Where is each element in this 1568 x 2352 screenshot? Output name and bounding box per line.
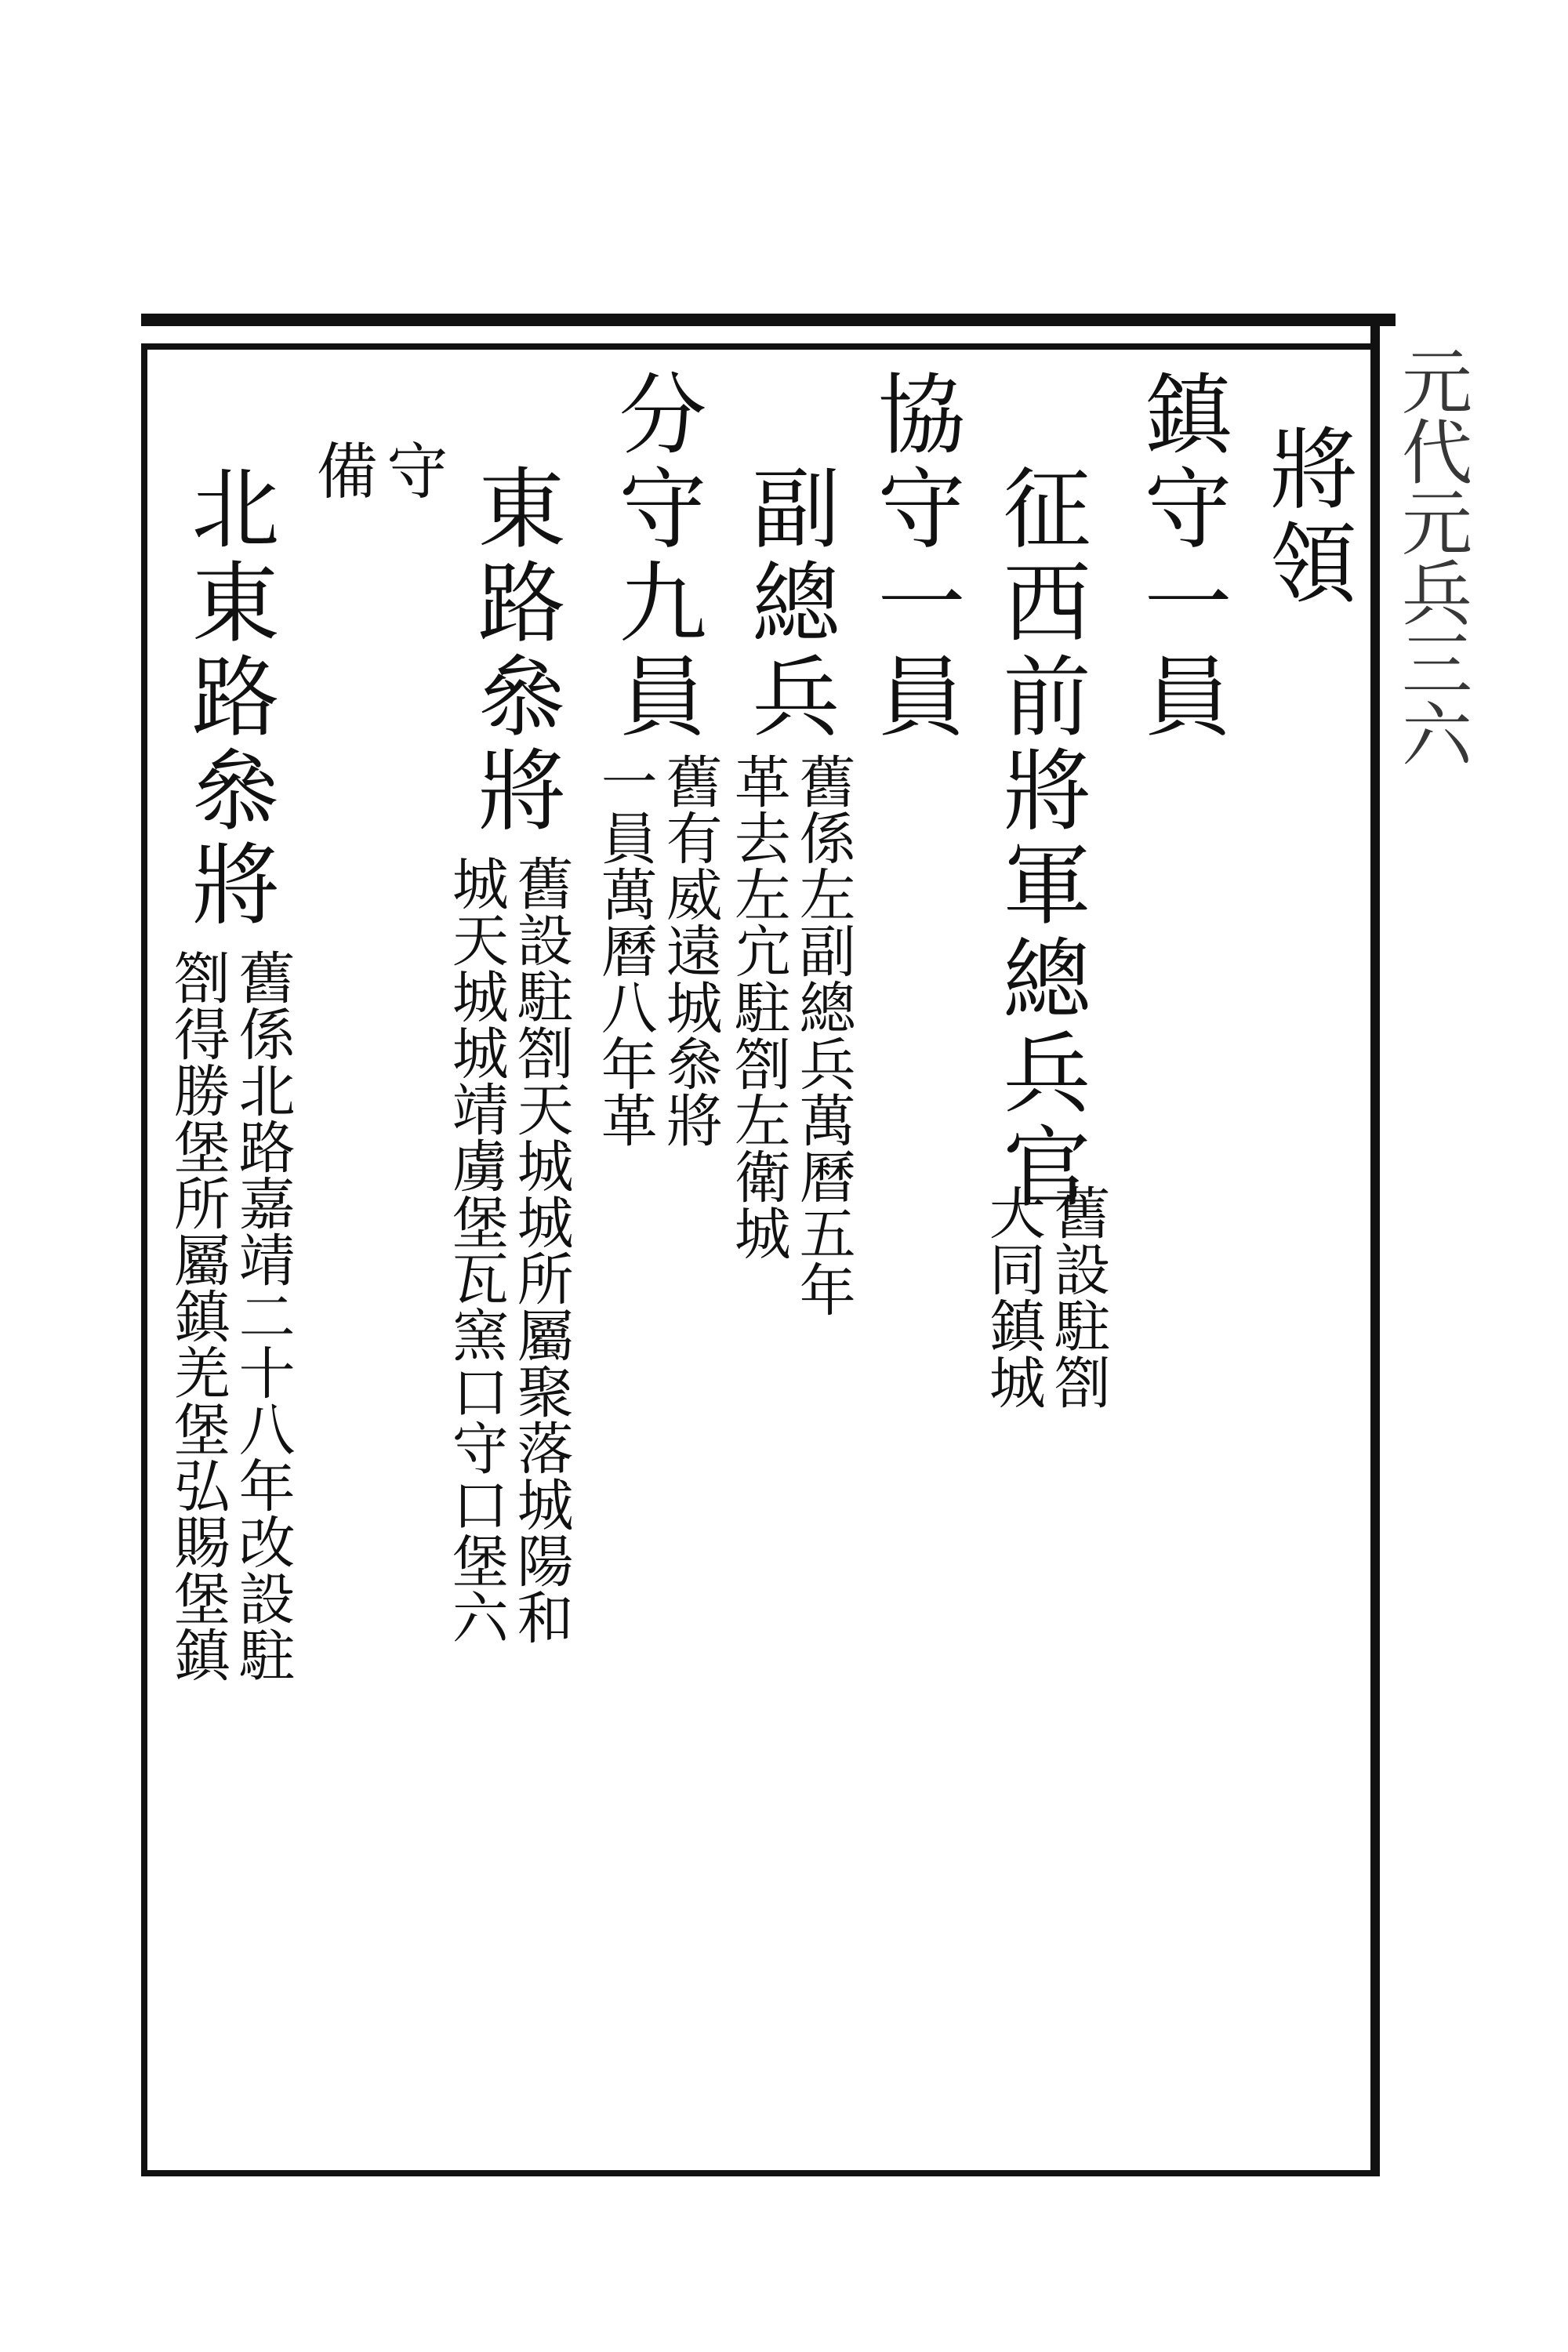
- page-frame-right-rule: [1370, 314, 1380, 2176]
- xieshou-column: 協守一員: [863, 368, 965, 745]
- beidonglu-note: 舊係北路嘉靖二十八年改設駐 劄得勝堡所屬鎮羌堡弘賜堡鎮: [164, 949, 296, 1682]
- fenshou-column: 分守九員: [604, 368, 706, 745]
- donglu-note: 舊設駐劄天城城所屬聚落城陽和 城天城城靖虜堡瓦窯口守口堡六: [442, 855, 574, 1645]
- shoubei-column: 守 備: [306, 439, 448, 500]
- donglu-column: 東路叅將: [463, 463, 565, 839]
- zhengxi-column: 征西前將軍總兵官: [989, 463, 1091, 1215]
- heading-column: 將領: [1255, 423, 1357, 612]
- zhengxi-note: 舊設駐劄 大同鎮城: [979, 1184, 1111, 1410]
- fuzongbing-column: 副總兵: [738, 463, 840, 745]
- page-top-border: [141, 314, 1396, 326]
- margin-edge-text: 元代元兵三六: [1389, 345, 1472, 768]
- fenshou-note: 舊有威遠城叅將 一員萬曆八年革: [591, 753, 723, 1148]
- fuzongbing-note: 舊係左副總兵萬曆五年 革去左宂駐劄左衛城: [724, 753, 856, 1317]
- beidonglu-column: 北東路叅將: [177, 463, 279, 933]
- zhenshou-column: 鎮守一員: [1130, 368, 1232, 745]
